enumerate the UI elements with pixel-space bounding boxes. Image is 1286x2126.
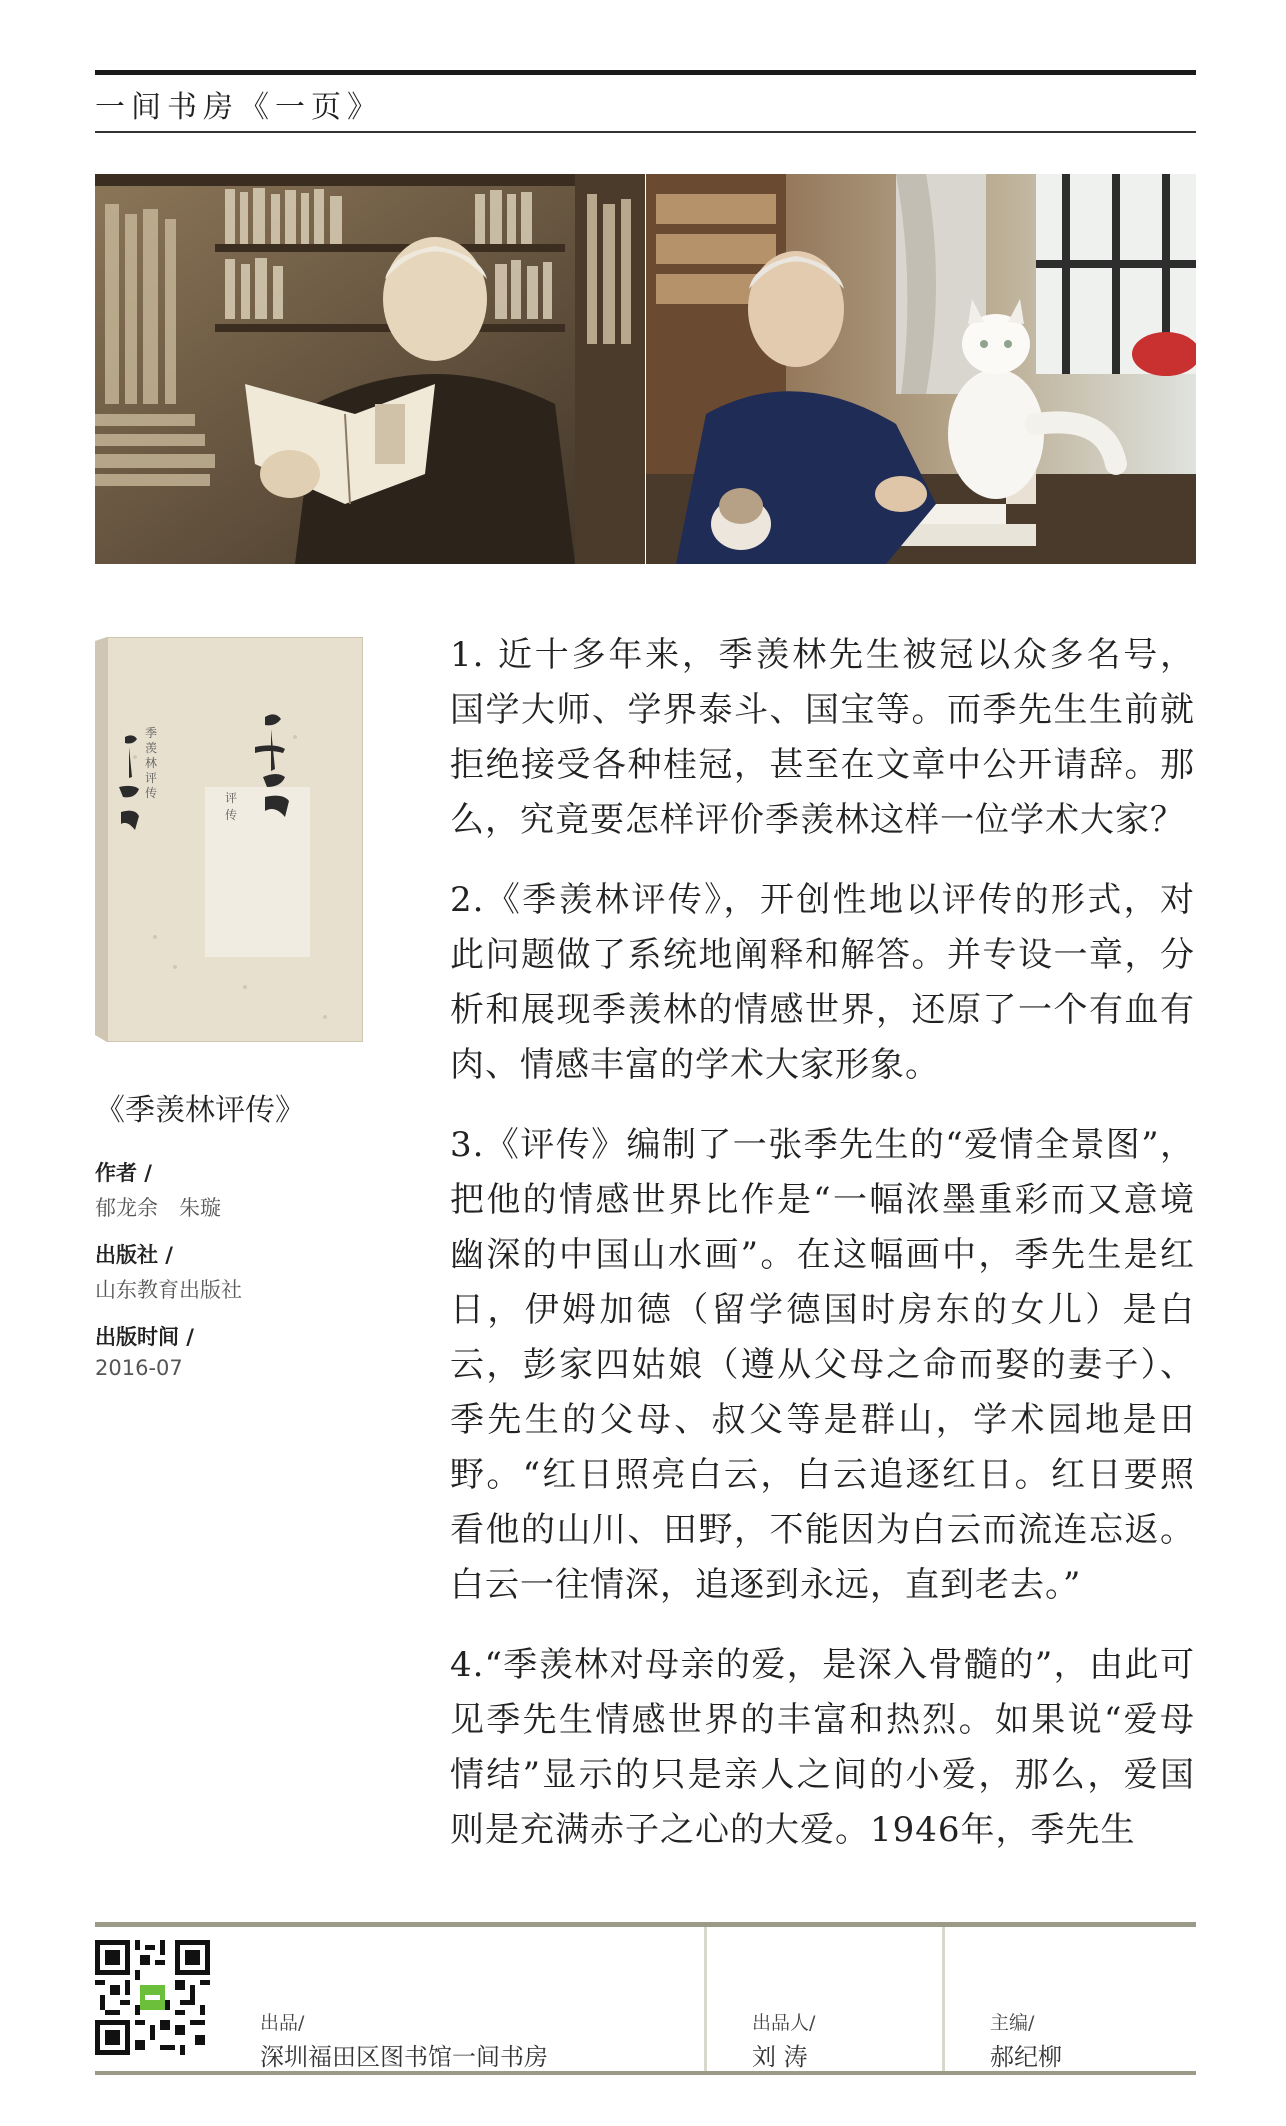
top-rule bbox=[95, 70, 1196, 75]
paragraph-1: 1. 近十多年来，季羡林先生被冠以众多名号，国学大师、学界泰斗、国宝等。而季先生生前就拒绝接受各种桂冠，甚至在文章中公开请辞。那么，究竟要怎样评价季羡林这样一位学术大家？ bbox=[450, 635, 1195, 840]
footer-editor-value: 郝纪柳 bbox=[990, 2043, 1062, 2071]
footer-publisher-person-label: 出品人/ bbox=[752, 2012, 816, 2034]
paragraph-3: 3.《评传》编制了一张季先生的“爱情全景图”，把他的情感世界比作是“一幅浓墨重彩而又意境幽深的中国山水画”。在这幅画中，季先生是红日，伊姆加德（留学德国时房东的女儿）是白云，彭家四姑娘（遵从父母之命而娶的妻子）、季先生的父母、叔父等是群山，学术园地是田野。“红日照亮白云，白云追逐红日。红日要照看他的山川、田野，不能因为白云而流连忘返。白云一往情深，追逐到永远，直到老去。” bbox=[450, 1125, 1195, 1605]
publisher-value: 山东教育出版社 bbox=[95, 1278, 242, 1302]
footer-editor-label: 主编/ bbox=[990, 2012, 1035, 2034]
paragraph-2: 2.《季羡林评传》，开创性地以评传的形式，对此问题做了系统地阐释和解答。并专设一章，分析和展现季羡林的情感世界，还原了一个有血有肉、情感丰富的学术大家形象。 bbox=[450, 880, 1195, 1085]
footer-publisher-person-value: 刘 涛 bbox=[752, 2043, 808, 2071]
svg-text:季: 季 bbox=[145, 726, 158, 740]
photo-with-white-cat bbox=[646, 174, 1196, 564]
photo-reading-in-study bbox=[95, 174, 645, 564]
svg-text:传: 传 bbox=[225, 808, 238, 822]
svg-text:羡: 羡 bbox=[145, 741, 158, 755]
book-cover-image bbox=[95, 637, 363, 1042]
footer-producer-value: 深圳福田区图书馆一间书房 bbox=[260, 2043, 548, 2071]
footer-top-rule bbox=[95, 1922, 1196, 1927]
footer-divider bbox=[704, 1927, 707, 2071]
paragraph-4: 4.“季羡林对母亲的爱，是深入骨髓的”，由此可见季先生情感世界的丰富和热烈。如果说“爱母情结”显示的只是亲人之间的小爱，那么，爱国则是充满赤子之心的大爱。1946年，季先生 bbox=[450, 1645, 1195, 1850]
book-title: 《季羡林评传》 bbox=[95, 1093, 305, 1128]
footer-divider bbox=[942, 1927, 945, 2071]
article-body bbox=[450, 628, 1195, 1883]
svg-text:传: 传 bbox=[145, 786, 158, 800]
svg-text:评: 评 bbox=[225, 791, 238, 805]
publish-date-value: 2016-07 bbox=[95, 1356, 183, 1380]
author-value: 郁龙余 朱璇 bbox=[95, 1196, 221, 1220]
author-label: 作者 / bbox=[95, 1161, 152, 1185]
qr-code-icon bbox=[95, 1940, 210, 2055]
publisher-label: 出版社 / bbox=[95, 1243, 173, 1267]
publish-date-label: 出版时间 / bbox=[95, 1325, 194, 1349]
svg-text:评: 评 bbox=[145, 771, 158, 785]
svg-text:林: 林 bbox=[145, 756, 158, 770]
header-rule bbox=[95, 131, 1196, 133]
photo-strip bbox=[95, 174, 1196, 564]
page-header-title: 一间书房《一页》 bbox=[95, 90, 383, 125]
footer-producer-label: 出品/ bbox=[260, 2012, 305, 2034]
